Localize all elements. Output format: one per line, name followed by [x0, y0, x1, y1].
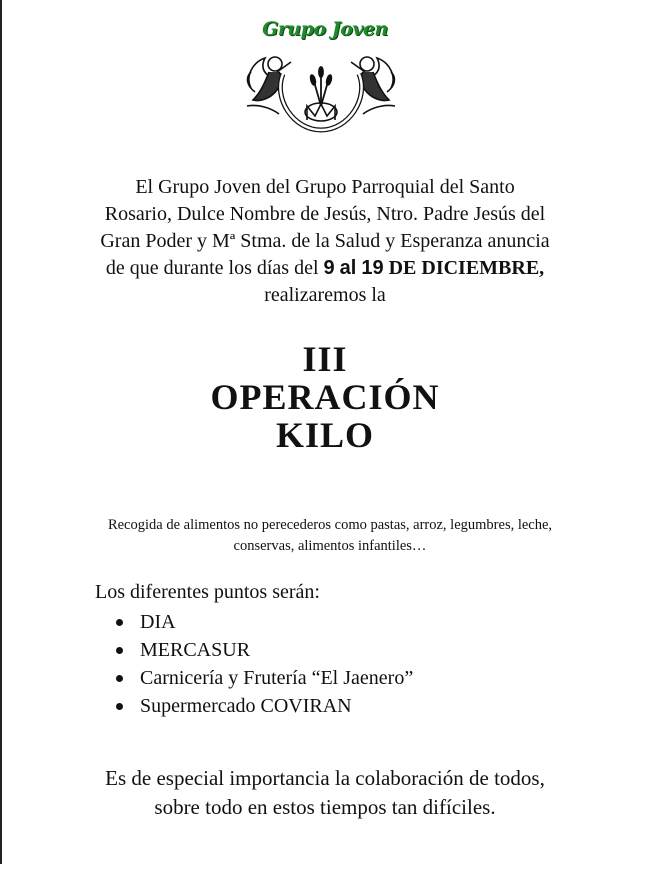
list-item [110, 636, 413, 664]
bullet-icon [116, 703, 123, 710]
list-item-label: Carnicería y Frutería “El Jaenero” [140, 667, 414, 689]
date-connector: al [339, 257, 357, 279]
intro-paragraph [100, 174, 550, 309]
bullet-icon [116, 619, 123, 626]
list-item-label: Supermercado COVIRAN [140, 695, 352, 717]
bullet-icon [116, 647, 123, 654]
intro-text: El Grupo Joven del Grupo Parroquial del Santo Rosario, Dulce Nombre de Jesús, Ntro. Padre Jesús del Gran Poder y Mª Stma. de la Salud y Esperanza anuncia de que durante los días del [100, 176, 550, 279]
title-line-3: KILO [275, 415, 375, 455]
date-start: 9 [323, 257, 335, 279]
date-end: 19 [361, 257, 384, 279]
title-line-1: III [302, 339, 348, 379]
event-title [0, 340, 650, 454]
title-line-2: OPERACIÓN [210, 377, 440, 417]
bullet-icon [116, 675, 123, 682]
closing-paragraph: Es de especial importancia la colaboración de todos, sobre todo en estos tiempos tan difíciles. [105, 766, 545, 819]
list-item [110, 608, 413, 636]
list-item-label: MERCASUR [140, 639, 251, 661]
brand-title: Grupo Joven [262, 18, 388, 40]
list-item [110, 692, 413, 720]
list-item-label: DIA [140, 611, 176, 633]
points-list [110, 608, 413, 720]
intro-text-after: realizaremos la [264, 284, 386, 306]
list-item [110, 664, 413, 692]
points-label: Los diferentes puntos serán: [95, 581, 320, 603]
confraternity-emblem-icon [243, 48, 399, 134]
collection-note: Recogida de alimentos no perecederos como pastas, arroz, legumbres, leche, conservas, alimentos infantiles… [107, 517, 553, 554]
date-month: DE DICIEMBRE, [388, 257, 545, 279]
